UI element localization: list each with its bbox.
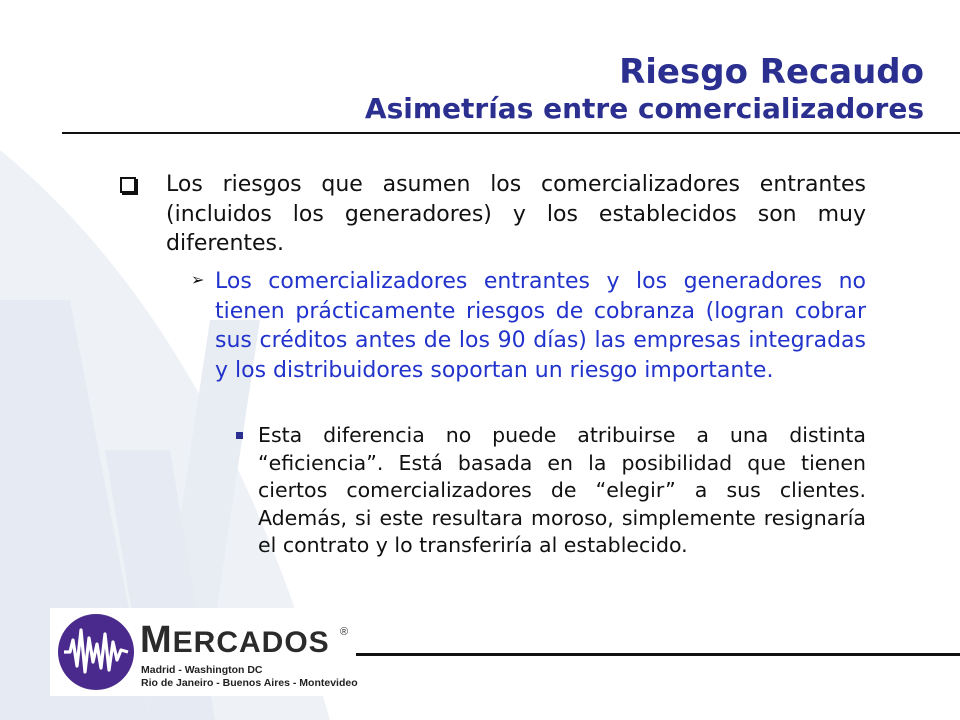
mercados-logo — [50, 608, 358, 696]
title-block — [365, 52, 924, 126]
slide-title: Riesgo Recaudo — [619, 52, 924, 92]
checkbox-bullet-icon — [120, 177, 136, 193]
registered-mark: ® — [340, 626, 349, 638]
logo-initial: M — [140, 619, 173, 661]
square-bullet-icon — [236, 432, 243, 439]
title-divider — [62, 132, 960, 134]
logo-wordmark — [140, 619, 330, 662]
bullet-level-1: Los riesgos que asumen los comercializadores entrantes (incluidos los generadores) y los establecidos son muy diferentes. — [166, 172, 866, 256]
arrow-bullet-icon: ➢ — [191, 270, 205, 289]
logo-cities-line-2: Rio de Janeiro - Buenos Aires - Montevideo — [141, 677, 358, 689]
bullet-level-3: Esta diferencia no puede atribuirse a una distinta “eficiencia”. Está basada en la posibilidad que tienen ciertos comercializadores de “elegir” a sus clientes. Además, si este resultara moroso, simplemente resignaría el contrato y lo transferiría al establecido. — [258, 423, 866, 557]
footer-divider — [356, 653, 960, 656]
bullet-level-2: Los comercializadores entrantes y los generadores no tienen prácticamente riesgos de cobranza (logran cobrar sus créditos antes de los 90 días) las empresas integradas y los distribuidores soportan un riesgo importante. — [215, 269, 866, 383]
slide-subtitle: Asimetrías entre comercializadores — [364, 92, 924, 125]
logo-wave-icon — [54, 610, 138, 694]
logo-name: ERCADOS — [172, 626, 330, 659]
logo-cities-line-1: Madrid - Washington DC — [141, 664, 263, 676]
